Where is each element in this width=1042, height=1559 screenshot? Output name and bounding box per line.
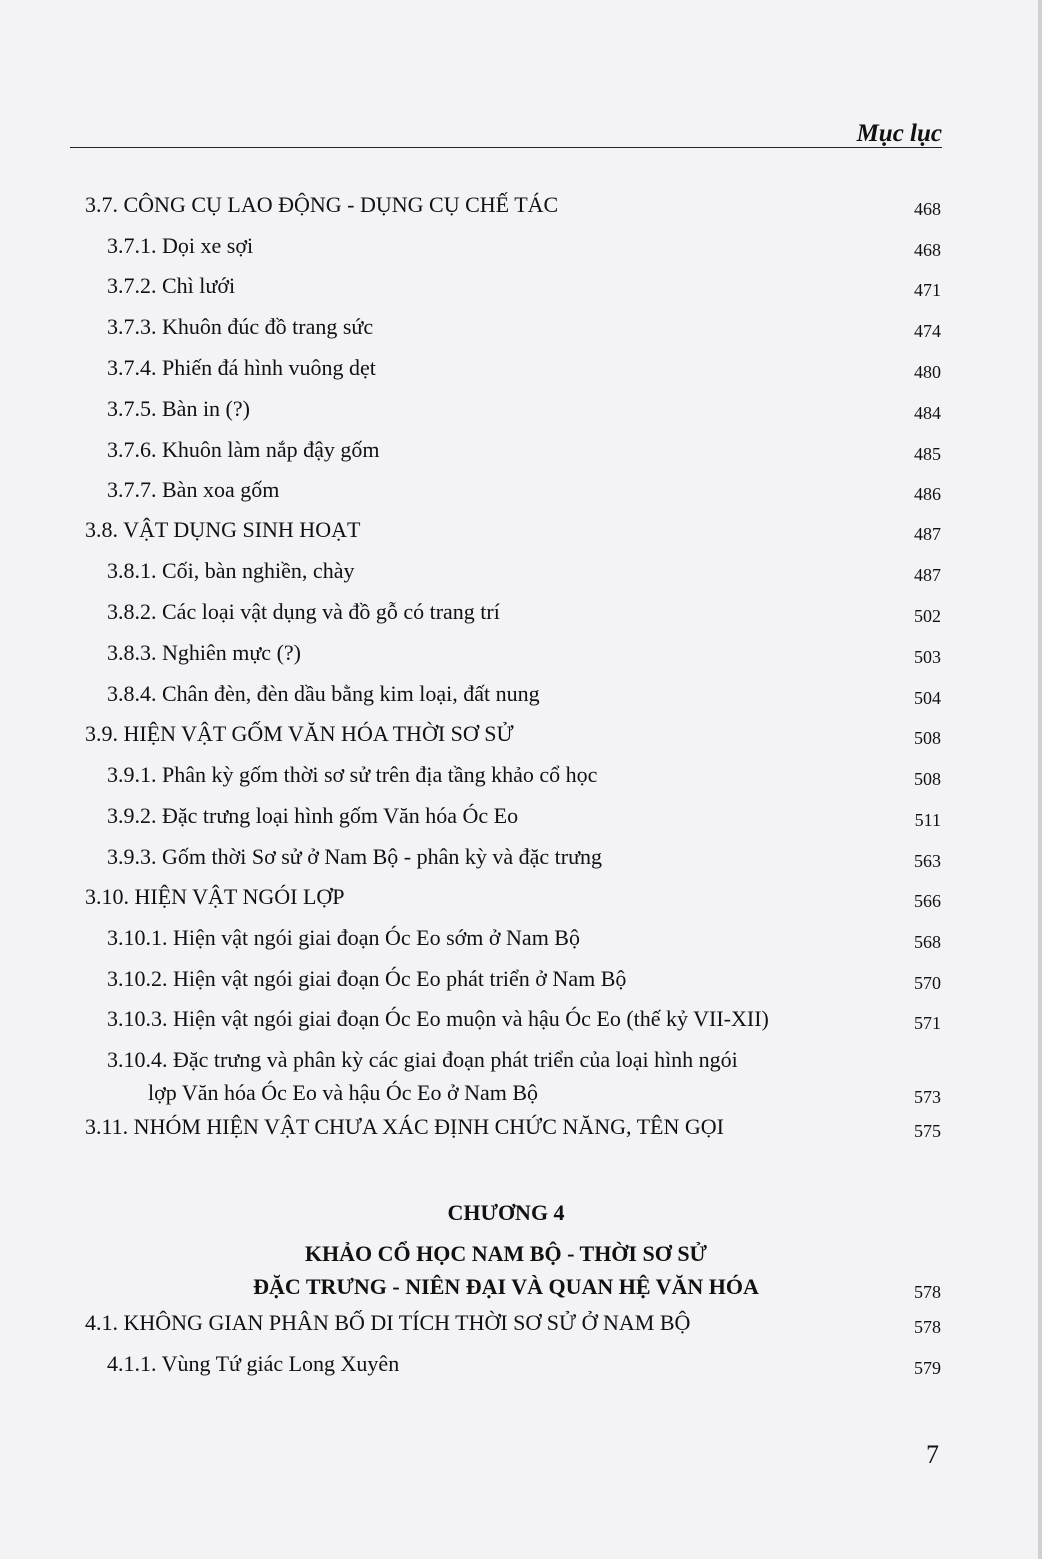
toc-entry-page: 568 — [914, 932, 941, 952]
page-number: 7 — [926, 1440, 939, 1469]
toc-entry-title: 3.9.3. Gốm thời Sơ sử ở Nam Bộ - phân kỳ và đặc trưng — [107, 844, 603, 869]
toc-entry-title: 4.1.1. Vùng Tứ giác Long Xuyên — [107, 1351, 400, 1376]
toc-entry-title: 3.10.2. Hiện vật ngói giai đoạn Óc Eo phát triển ở Nam Bộ — [107, 966, 627, 991]
toc-entry-title: 3.7.7. Bàn xoa gốm — [107, 477, 280, 502]
toc-entry-page: 578 — [914, 1317, 941, 1337]
toc-entry-page: 487 — [914, 524, 941, 544]
toc-entry-title: 3.7.4. Phiến đá hình vuông dẹt — [107, 355, 376, 380]
toc-entry-page: 575 — [914, 1121, 941, 1141]
toc-entry-title: 3.8.3. Nghiên mực (?) — [107, 640, 301, 665]
toc-entry-title: 3.10.1. Hiện vật ngói giai đoạn Óc Eo sớm ở Nam Bộ — [107, 925, 580, 950]
toc-entry-page: 508 — [914, 728, 941, 748]
toc-entry-title: 3.7.6. Khuôn làm nắp đậy gốm — [107, 437, 380, 462]
chapter-page: 578 — [914, 1282, 941, 1302]
chapter-title-line-1: KHẢO CỔ HỌC NAM BỘ - THỜI SƠ SỬ — [304, 1241, 708, 1266]
toc-entry-title-continued: lợp Văn hóa Óc Eo và hậu Óc Eo ở Nam Bộ — [148, 1080, 539, 1105]
toc-entry-page: 566 — [914, 891, 941, 911]
toc-entry-title: 3.8.4. Chân đèn, đèn dầu bằng kim loại, đất nung — [107, 681, 540, 706]
toc-entry-page: 471 — [914, 280, 941, 300]
toc-entry-page: 468 — [914, 199, 941, 219]
toc-entry-page: 486 — [914, 484, 941, 504]
chapter-title-line-2: ĐẶC TRƯNG - NIÊN ĐẠI VÀ QUAN HỆ VĂN HÓA — [253, 1274, 759, 1299]
toc-entry-page: 503 — [914, 647, 941, 667]
toc-entry-page: 579 — [914, 1358, 941, 1378]
toc-entry-page: 480 — [914, 362, 941, 382]
toc-entry-title: 3.8.2. Các loại vật dụng và đồ gỗ có trang trí — [107, 599, 500, 624]
toc-entry-title: 4.1. KHÔNG GIAN PHÂN BỐ DI TÍCH THỜI SƠ SỬ Ở NAM BỘ — [85, 1310, 691, 1335]
toc-entry-title: 3.8.1. Cối, bàn nghiền, chày — [107, 558, 355, 583]
toc-entry-page: 504 — [914, 688, 941, 708]
toc-entry-title: 3.9.1. Phân kỳ gốm thời sơ sử trên địa tầng khảo cổ học — [107, 762, 598, 787]
toc-entry-title: 3.11. NHÓM HIỆN VẬT CHƯA XÁC ĐỊNH CHỨC NĂNG, TÊN GỌI — [85, 1114, 724, 1139]
toc-entry-page: 573 — [914, 1087, 941, 1107]
toc-entry-page: 468 — [914, 240, 941, 260]
toc-entry-page: 502 — [914, 606, 941, 626]
toc-entry-page: 485 — [914, 444, 941, 464]
toc-entry-page: 508 — [914, 769, 941, 789]
header-divider — [70, 147, 942, 148]
toc-entry-page: 474 — [914, 321, 941, 341]
toc-entry-title: 3.9.2. Đặc trưng loại hình gốm Văn hóa Óc Eo — [107, 803, 519, 828]
toc-entry-title: 3.10.3. Hiện vật ngói giai đoạn Óc Eo muộn và hậu Óc Eo (thế kỷ VII-XII) — [107, 1006, 769, 1031]
toc-entry-page: 571 — [914, 1013, 941, 1033]
toc-entry-title: 3.7. CÔNG CỤ LAO ĐỘNG - DỤNG CỤ CHẾ TÁC — [85, 192, 559, 217]
toc-entry-page: 487 — [914, 565, 941, 585]
toc-entry-page: 570 — [914, 973, 941, 993]
toc-entry-title: 3.8. VẬT DỤNG SINH HOẠT — [85, 517, 361, 542]
toc-entry-title: 3.9. HIỆN VẬT GỐM VĂN HÓA THỜI SƠ SỬ — [85, 721, 514, 746]
toc-entry-page: 511 — [914, 810, 941, 830]
page-header-title: Mục lục — [856, 120, 942, 147]
toc-entry-page: 484 — [914, 403, 941, 423]
toc-entry-title: 3.7.5. Bàn in (?) — [107, 396, 250, 421]
chapter-number: CHƯƠNG 4 — [447, 1200, 565, 1225]
toc-entry-title: 3.10. HIỆN VẬT NGÓI LỢP — [85, 884, 345, 909]
toc-entry-page: 563 — [914, 851, 941, 871]
toc-entry-title: 3.10.4. Đặc trưng và phân kỳ các giai đoạn phát triển của loại hình ngói — [107, 1047, 738, 1072]
toc-entry-title: 3.7.2. Chì lưới — [107, 273, 236, 298]
toc-entry-title: 3.7.3. Khuôn đúc đồ trang sức — [107, 314, 374, 339]
toc-entry-title: 3.7.1. Dọi xe sợi — [107, 233, 254, 258]
